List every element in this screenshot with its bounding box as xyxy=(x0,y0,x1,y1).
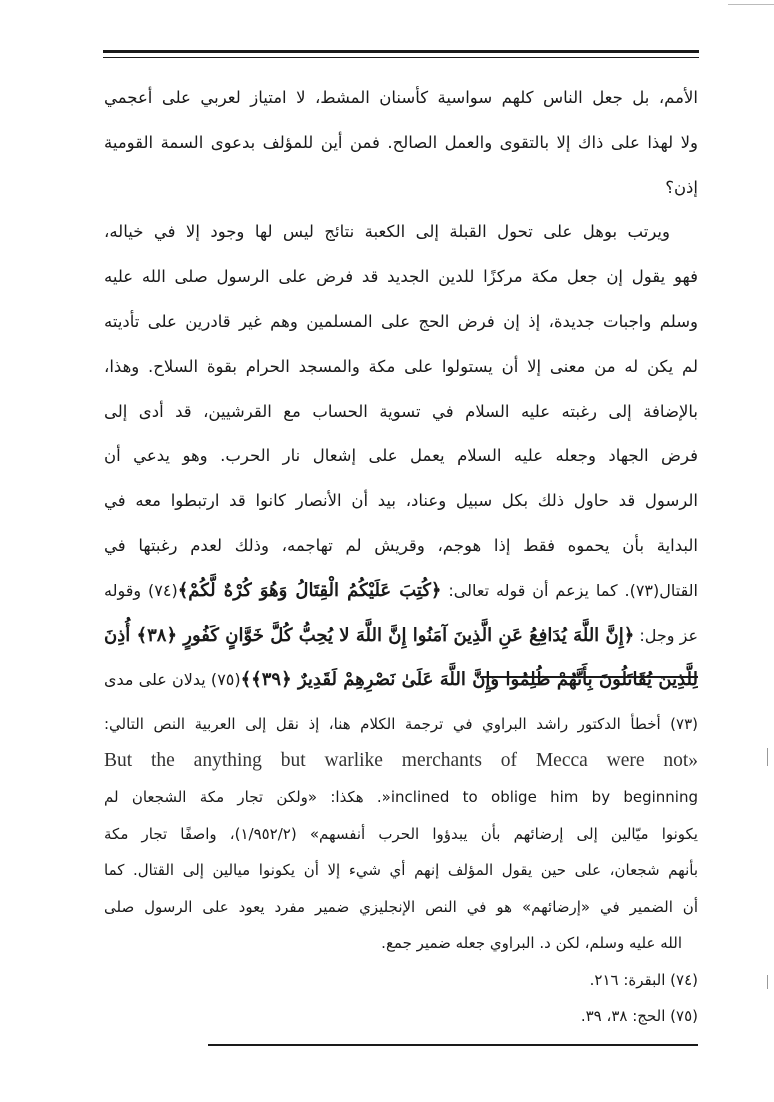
quran-verse: ﴿كُتِبَ عَلَيْكُمُ الْقِتَالُ وَهُوَ كُرْهٌ لَّكُمْ﴾ xyxy=(177,579,442,601)
main-text xyxy=(104,76,698,703)
footnote-line: بأنهم شجعان، على حين يقول المؤلف إنهم أي شيء إلا أن يكونوا ميالين إلى القتال. كما xyxy=(104,861,698,879)
text-line: إذن؟ xyxy=(665,177,698,197)
text-line-with-verse xyxy=(104,569,698,614)
footer-rule xyxy=(208,1044,698,1046)
header-rule-thin xyxy=(103,57,699,58)
footnote-line: الله عليه وسلم، لكن د. البراوي جعله ضمير جمع. xyxy=(381,934,682,952)
footnote-separator xyxy=(480,676,698,678)
footnote-ref: (٧٥) يدلان على مدى xyxy=(104,670,241,690)
text-line: ويرتب بوهل على تحول القبلة إلى الكعبة نتائج ليس لها وجود إلا في خياله، xyxy=(104,222,670,242)
quran-verse: ﴿إِنَّ اللَّهَ يُدَافِعُ عَنِ الَّذِينَ آمَنُوا إِنَّ اللَّهَ لا يُحِبُّ كُلَّ خَوَّانٍ كَفُورٍ ﴿٣٨﴾ أُذِنَ xyxy=(104,624,635,646)
scan-margin-mark xyxy=(767,748,768,766)
footnote-line: يكونوا ميّالين إلى إرضائهم بأن يبدؤوا الحرب أنفسهم» (١/٩٥٢/٢)، واصفًا تجار مكة xyxy=(104,824,698,843)
scan-margin-mark xyxy=(767,975,768,989)
text-line-with-verse xyxy=(104,658,698,703)
text-line: الرسول قد حاول ذلك بكل سبيل وعناد، بيد أن الأنصار كانوا قد ارتبطوا معه في xyxy=(104,491,698,511)
footnote-line: (٧٤) البقرة: ٢١٦. xyxy=(589,970,698,989)
footnote-line: (٧٥) الحج: ٣٨، ٣٩. xyxy=(580,1007,698,1025)
footnote-line: (٧٣) أخطأ الدكتور راشد البراوي في ترجمة الكلام هنا، إذ نقل إلى العربية النص التالي: xyxy=(104,715,698,733)
text-line: ولا لهذا على ذاك إلا بالتقوى والعمل الصالح. فمن أين للمؤلف بدعوى السمة القومية xyxy=(104,132,698,152)
footnote-line: inclined to oblige him by beginning«. هكذا: «ولكن تجار مكة الشجعان لم xyxy=(104,788,698,806)
footnote-line: أن الضمير في «إرضائهم» هو في النص الإنجليزي ضمير مفرد يعود على الرسول صلى xyxy=(104,897,698,916)
text-line: الأمم، بل جعل الناس كلهم سواسية كأسنان المشط، لا امتياز لعربي على أعجمي xyxy=(104,88,698,107)
header-rule xyxy=(103,50,699,53)
text-line: لم يكن له من معنى إلا أن يستولوا على مكة والمسجد الحرام بقوة السلاح. وهذا، xyxy=(104,356,698,376)
footnote-english-line: But the anything but warlike merchants of Mecca were not» xyxy=(104,749,698,771)
text-line-with-verse xyxy=(104,614,698,659)
footnote-ref: (٧٤) وقوله xyxy=(104,580,178,600)
text-line: فرض الجهاد وجعله عليه السلام يعمل على إشعال نار الحرب. وهو يدعي أن xyxy=(104,446,698,466)
text-line: فهو يقول إن جعل مكة مركزًا للدين الجديد قد فرض على الرسول صلى الله عليه xyxy=(104,267,698,287)
text-line: البداية بأن يحموه فقط إذا هوجم، وقريش لم تهاجمه، وذلك لعدم رغبتها في xyxy=(104,535,698,555)
text-line: وسلم واجبات جديدة، إذ إن فرض الحج على المسلمين وهم غير قادرين على تأديته xyxy=(104,311,698,331)
line-text: عز وجل: xyxy=(634,625,698,645)
text-line: بالإضافة إلى رغبته عليه السلام في تسوية الحساب مع القرشيين، قد أدى إلى xyxy=(104,401,698,421)
scan-edge-mark xyxy=(728,4,774,5)
footnotes xyxy=(104,706,698,1035)
quran-verse: لِلَّذِينَ يُقَاتَلُونَ بِأَنَّهُمْ ظُلِمُوا وَإِنَّ اللَّهَ عَلَىٰ نَصْرِهِمْ لَقَدِيرٌ ﴿٣٩﴾﴾ xyxy=(240,669,698,691)
line-text: القتال(٧٣). كما يزعم أن قوله تعالى: xyxy=(441,580,698,600)
